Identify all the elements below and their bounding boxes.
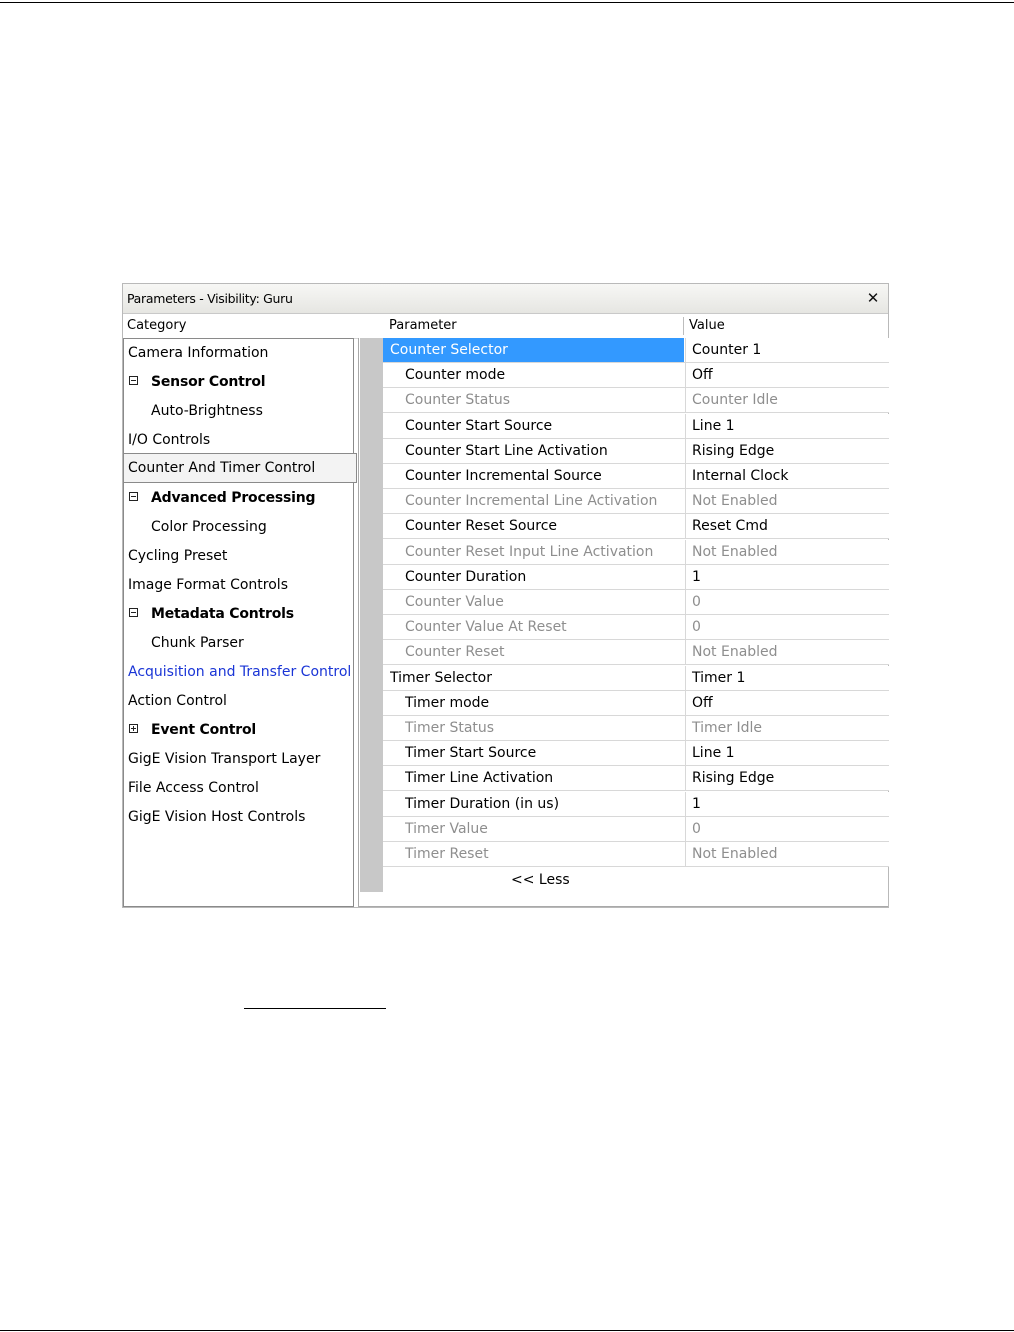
window-title: Parameters - Visibility: Guru — [127, 291, 293, 306]
parameter-row[interactable] — [383, 540, 889, 565]
parameter-row[interactable] — [383, 414, 889, 439]
parameter-name: Counter Selector — [383, 338, 684, 362]
parameter-name: Counter Reset — [405, 644, 505, 661]
parameter-row[interactable] — [383, 514, 889, 539]
category-item[interactable] — [124, 571, 353, 599]
parameter-name: Timer Start Source — [405, 745, 537, 762]
parameter-name: Counter Value At Reset — [405, 619, 567, 636]
parameter-grid[interactable] — [358, 338, 888, 907]
parameter-row[interactable] — [383, 691, 889, 716]
close-button[interactable] — [863, 288, 883, 308]
parameter-value: Not Enabled — [685, 489, 889, 513]
category-item[interactable] — [124, 658, 353, 686]
parameter-row[interactable] — [383, 741, 889, 766]
category-header: Category — [127, 318, 187, 333]
parameter-row[interactable] — [383, 565, 889, 590]
parameter-row[interactable] — [383, 464, 889, 489]
collapse-icon[interactable] — [129, 608, 138, 617]
parameter-name: Counter Value — [405, 594, 504, 610]
expand-icon[interactable] — [129, 724, 138, 733]
category-item[interactable] — [124, 803, 353, 831]
parameter-name: Timer Reset — [405, 846, 489, 862]
parameter-value[interactable]: Timer 1 — [685, 666, 889, 690]
parameter-name: Timer Value — [405, 820, 488, 837]
category-item[interactable] — [124, 600, 353, 628]
parameter-name: Timer Status — [405, 720, 495, 736]
parameter-value: 0 — [685, 615, 889, 639]
parameter-value[interactable]: Reset Cmd — [685, 514, 889, 538]
parameter-value[interactable]: 1 — [685, 792, 889, 816]
parameter-value: Not Enabled — [685, 540, 889, 564]
parameter-row[interactable] — [383, 666, 889, 691]
category-item-label: Counter And Timer Control — [128, 460, 316, 476]
grid-gutter — [360, 338, 383, 892]
parameter-row[interactable] — [383, 842, 889, 867]
parameter-row[interactable] — [383, 590, 889, 615]
value-header[interactable]: Value — [689, 318, 725, 333]
parameter-value[interactable]: Internal Clock — [685, 464, 889, 488]
category-item-label: Sensor Control — [151, 374, 266, 390]
parameter-row[interactable] — [383, 640, 889, 665]
category-item[interactable] — [124, 629, 353, 657]
parameter-name: Counter Incremental Line Activation — [405, 493, 658, 510]
parameter-row[interactable] — [383, 615, 889, 640]
parameters-window — [122, 283, 889, 908]
category-item-label: Event Control — [151, 722, 256, 738]
parameter-row[interactable] — [383, 338, 889, 363]
parameter-value[interactable]: Off — [685, 691, 889, 715]
category-item-label: Action Control — [128, 693, 227, 709]
page-top-rule — [0, 2, 1014, 3]
category-item-label: Acquisition and Transfer Control — [128, 664, 352, 680]
category-item-label: Chunk Parser — [151, 635, 244, 651]
parameter-header[interactable]: Parameter — [389, 318, 457, 333]
parameter-row[interactable] — [383, 817, 889, 842]
parameter-value: 0 — [685, 590, 889, 614]
parameter-name: Counter Duration — [405, 568, 527, 585]
parameter-value: Counter Idle — [685, 388, 889, 412]
parameter-value[interactable]: Counter 1 — [685, 338, 889, 362]
parameter-name: Counter Reset Input Line Activation — [405, 543, 654, 560]
category-item[interactable] — [124, 339, 353, 367]
category-item[interactable] — [124, 542, 353, 570]
parameter-value[interactable]: Line 1 — [685, 741, 889, 765]
category-item-label: GigE Vision Host Controls — [128, 809, 306, 825]
category-item-label: File Access Control — [128, 780, 259, 796]
parameter-name: Counter mode — [405, 367, 506, 384]
column-divider[interactable] — [683, 317, 684, 335]
category-item-label: Metadata Controls — [151, 606, 294, 622]
category-item[interactable] — [124, 716, 353, 744]
parameter-value[interactable]: Rising Edge — [685, 766, 889, 790]
parameter-name: Counter Start Line Activation — [405, 442, 608, 459]
category-item-label: Cycling Preset — [128, 548, 228, 564]
parameter-name: Counter Start Source — [405, 417, 553, 434]
parameter-name: Timer mode — [405, 694, 490, 711]
collapse-icon[interactable] — [129, 492, 138, 501]
parameter-name: Timer Duration (in us) — [405, 795, 560, 812]
parameter-row[interactable] — [383, 363, 889, 388]
category-item[interactable] — [124, 397, 353, 425]
parameter-row[interactable] — [383, 716, 889, 741]
parameter-value[interactable]: Off — [685, 363, 889, 387]
parameter-value[interactable]: Rising Edge — [685, 439, 889, 463]
parameter-value: Not Enabled — [685, 842, 889, 866]
parameter-value: 0 — [685, 817, 889, 841]
category-item[interactable] — [124, 774, 353, 802]
category-item-label: Advanced Processing — [151, 490, 316, 506]
parameter-value: Not Enabled — [685, 640, 889, 664]
category-item-label: Auto-Brightness — [151, 403, 263, 419]
parameter-name: Counter Status — [405, 392, 511, 409]
parameter-name: Timer Line Activation — [405, 770, 554, 787]
close-icon: ✕ — [866, 289, 880, 307]
page-bottom-rule — [0, 1330, 1014, 1331]
category-item-label: Image Format Controls — [128, 577, 288, 593]
window-titlebar[interactable] — [123, 284, 888, 314]
collapse-icon[interactable] — [129, 376, 138, 385]
less-button[interactable]: << Less — [511, 872, 570, 888]
parameter-name: Counter Reset Source — [405, 518, 558, 535]
parameter-row[interactable] — [383, 439, 889, 464]
category-item-selected[interactable] — [124, 453, 357, 483]
parameter-row[interactable] — [383, 792, 889, 817]
category-item[interactable] — [124, 368, 353, 396]
parameter-value[interactable]: Line 1 — [685, 414, 889, 438]
column-headers — [123, 314, 888, 339]
category-item-label: Camera Information — [128, 345, 269, 361]
category-item-label: Color Processing — [151, 519, 267, 535]
category-item[interactable] — [124, 687, 353, 715]
category-item[interactable] — [124, 484, 353, 512]
parameter-row[interactable] — [383, 489, 889, 514]
category-item[interactable] — [124, 513, 353, 541]
parameter-value: Timer Idle — [685, 716, 889, 740]
parameter-value[interactable]: 1 — [685, 565, 889, 589]
parameter-name: Counter Incremental Source — [405, 468, 602, 484]
parameter-name: Timer Selector — [390, 669, 492, 686]
category-item-label: I/O Controls — [128, 432, 211, 448]
parameter-row[interactable] — [383, 766, 889, 791]
category-item[interactable] — [124, 426, 353, 454]
parameter-row[interactable] — [383, 388, 889, 413]
category-tree[interactable] — [123, 338, 354, 907]
document-underline — [244, 1008, 386, 1009]
category-item[interactable] — [124, 745, 353, 773]
category-item-label: GigE Vision Transport Layer — [128, 751, 321, 767]
